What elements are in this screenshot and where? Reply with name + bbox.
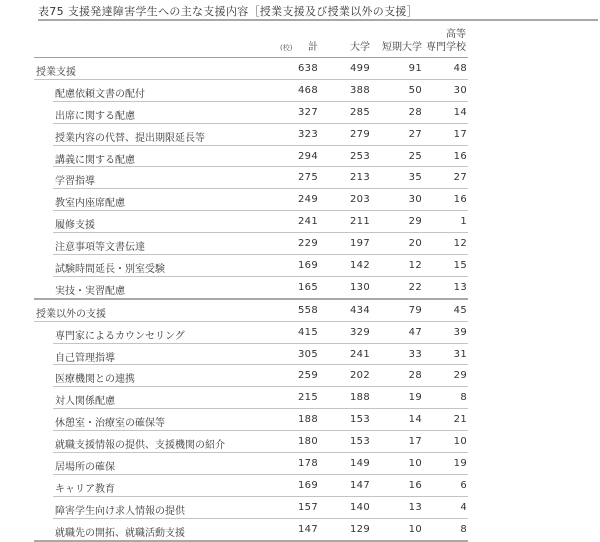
header-technical-college bbox=[404, 28, 466, 54]
cell-value: 20 bbox=[408, 238, 422, 250]
cell-value: 468 bbox=[298, 84, 318, 96]
table-row bbox=[53, 255, 468, 277]
cell-value: 22 bbox=[408, 281, 422, 293]
cell-value: 294 bbox=[298, 150, 318, 162]
table-row bbox=[53, 189, 468, 211]
cell-value: 29 bbox=[408, 216, 422, 228]
cell-value: 388 bbox=[350, 84, 370, 96]
unit-label: (校) bbox=[280, 44, 293, 52]
cell-value: 13 bbox=[408, 501, 422, 513]
cell-value: 188 bbox=[298, 414, 318, 426]
cell-value: 10 bbox=[408, 458, 422, 470]
row-label: 教室内座席配慮 bbox=[55, 198, 125, 210]
row-label: 履修支援 bbox=[55, 220, 95, 232]
table-row bbox=[53, 80, 468, 102]
cell-value: 188 bbox=[350, 392, 370, 404]
cell-value: 147 bbox=[350, 479, 370, 491]
cell-value: 50 bbox=[408, 84, 422, 96]
row-label: 授業内容の代替、提出期限延長等 bbox=[55, 132, 205, 144]
cell-value: 211 bbox=[350, 216, 370, 228]
cell-value: 215 bbox=[298, 392, 318, 404]
cell-value: 45 bbox=[453, 304, 467, 316]
cell-value: 180 bbox=[298, 436, 318, 448]
group-row bbox=[34, 300, 468, 322]
row-label: 講義に関する配慮 bbox=[55, 154, 135, 166]
cell-value: 241 bbox=[298, 216, 318, 228]
cell-value: 129 bbox=[350, 523, 370, 535]
header-total: 計 bbox=[308, 42, 318, 53]
table-row bbox=[53, 453, 468, 475]
group-label: 授業以外の支援 bbox=[36, 308, 106, 320]
cell-value: 165 bbox=[298, 281, 318, 293]
table-row bbox=[34, 519, 468, 542]
cell-value: 249 bbox=[298, 194, 318, 206]
cell-value: 323 bbox=[298, 128, 318, 140]
cell-value: 16 bbox=[453, 150, 467, 162]
row-label: 就職先の開拓、就職活動支援 bbox=[55, 527, 185, 539]
table-row bbox=[53, 124, 468, 146]
row-label: 居場所の確保 bbox=[55, 462, 115, 474]
cell-value: 13 bbox=[453, 281, 467, 293]
group-row bbox=[34, 58, 468, 80]
cell-value: 1 bbox=[460, 216, 467, 228]
row-label: キャリア教育 bbox=[55, 483, 115, 495]
cell-value: 229 bbox=[298, 238, 318, 250]
row-label: 試験時間延長・別室受験 bbox=[55, 264, 165, 276]
row-label: 出席に関する配慮 bbox=[55, 110, 135, 122]
cell-value: 638 bbox=[298, 63, 318, 74]
header-junior-college: 短期大学 bbox=[382, 42, 422, 53]
cell-value: 16 bbox=[408, 479, 422, 491]
cell-value: 33 bbox=[408, 348, 422, 360]
cell-value: 241 bbox=[350, 348, 370, 360]
cell-value: 31 bbox=[453, 348, 467, 360]
cell-value: 48 bbox=[453, 63, 467, 74]
row-label: 注意事項等文書伝達 bbox=[55, 242, 145, 254]
cell-value: 14 bbox=[453, 106, 467, 118]
cell-value: 558 bbox=[298, 304, 318, 316]
cell-value: 30 bbox=[453, 84, 467, 96]
cell-value: 157 bbox=[298, 501, 318, 513]
cell-value: 259 bbox=[298, 370, 318, 382]
cell-value: 285 bbox=[350, 106, 370, 118]
table-row bbox=[53, 475, 468, 497]
cell-value: 19 bbox=[453, 458, 467, 470]
cell-value: 27 bbox=[453, 172, 467, 184]
row-label: 専門家によるカウンセリング bbox=[55, 330, 185, 342]
header-university: 大学 bbox=[350, 42, 370, 53]
group-label: 授業支援 bbox=[36, 67, 76, 78]
table-row bbox=[53, 233, 468, 255]
cell-value: 35 bbox=[408, 172, 422, 184]
table-row bbox=[53, 497, 468, 519]
cell-value: 197 bbox=[350, 238, 370, 250]
row-label: 医療機関との連携 bbox=[55, 374, 135, 386]
cell-value: 17 bbox=[408, 436, 422, 448]
header-technical-college-line2: 専門学校 bbox=[426, 42, 466, 53]
cell-value: 8 bbox=[460, 392, 467, 404]
cell-value: 169 bbox=[298, 479, 318, 491]
table-row bbox=[53, 365, 468, 387]
cell-value: 275 bbox=[298, 172, 318, 184]
cell-value: 12 bbox=[408, 260, 422, 272]
table-row bbox=[53, 431, 468, 453]
cell-value: 12 bbox=[453, 238, 467, 250]
cell-value: 329 bbox=[350, 326, 370, 338]
row-label: 就職支援情報の提供、支援機関の紹介 bbox=[55, 440, 225, 452]
cell-value: 153 bbox=[350, 436, 370, 448]
cell-value: 415 bbox=[298, 326, 318, 338]
cell-value: 27 bbox=[408, 128, 422, 140]
cell-value: 19 bbox=[408, 392, 422, 404]
cell-value: 8 bbox=[460, 523, 467, 535]
cell-value: 169 bbox=[298, 260, 318, 272]
cell-value: 203 bbox=[350, 194, 370, 206]
table-row bbox=[53, 146, 468, 168]
table-row bbox=[53, 409, 468, 431]
cell-value: 21 bbox=[453, 414, 467, 426]
cell-value: 30 bbox=[408, 194, 422, 206]
table-row bbox=[53, 167, 468, 189]
cell-value: 499 bbox=[350, 63, 370, 74]
cell-value: 25 bbox=[408, 150, 422, 162]
table-body bbox=[34, 58, 468, 542]
cell-value: 153 bbox=[350, 414, 370, 426]
cell-value: 140 bbox=[350, 501, 370, 513]
row-label: 自己管理指導 bbox=[55, 352, 115, 364]
cell-value: 202 bbox=[350, 370, 370, 382]
row-label: 対人関係配慮 bbox=[55, 396, 115, 408]
row-label: 障害学生向け求人情報の提供 bbox=[55, 505, 185, 517]
cell-value: 279 bbox=[350, 128, 370, 140]
cell-value: 434 bbox=[350, 304, 370, 316]
cell-value: 178 bbox=[298, 458, 318, 470]
cell-value: 15 bbox=[453, 260, 467, 272]
table-row bbox=[53, 387, 468, 409]
cell-value: 14 bbox=[408, 414, 422, 426]
table-row bbox=[34, 277, 468, 300]
cell-value: 213 bbox=[350, 172, 370, 184]
table-row bbox=[53, 102, 468, 124]
cell-value: 10 bbox=[453, 436, 467, 448]
header-technical-college-line1: 高等 bbox=[446, 29, 466, 40]
title-rule bbox=[38, 19, 598, 21]
row-label: 配慮依頼文書の配付 bbox=[55, 88, 145, 100]
row-label: 学習指導 bbox=[55, 176, 95, 188]
table-row bbox=[53, 211, 468, 233]
cell-value: 142 bbox=[350, 260, 370, 272]
cell-value: 130 bbox=[350, 281, 370, 293]
table-title: 表75 支援発達障害学生への主な支援内容［授業支援及び授業以外の支援］ bbox=[38, 5, 418, 18]
cell-value: 47 bbox=[408, 326, 422, 338]
cell-value: 79 bbox=[408, 304, 422, 316]
row-label: 実技・実習配慮 bbox=[55, 285, 125, 297]
table-row bbox=[53, 344, 468, 366]
cell-value: 147 bbox=[298, 523, 318, 535]
table-header bbox=[34, 26, 468, 58]
cell-value: 91 bbox=[408, 63, 422, 74]
cell-value: 327 bbox=[298, 106, 318, 118]
cell-value: 10 bbox=[408, 523, 422, 535]
cell-value: 29 bbox=[453, 370, 467, 382]
cell-value: 4 bbox=[460, 501, 467, 513]
cell-value: 6 bbox=[460, 479, 467, 491]
cell-value: 305 bbox=[298, 348, 318, 360]
support-table bbox=[34, 26, 468, 542]
cell-value: 253 bbox=[350, 150, 370, 162]
row-label: 休憩室・治療室の確保等 bbox=[55, 418, 165, 430]
cell-value: 149 bbox=[350, 458, 370, 470]
cell-value: 16 bbox=[453, 194, 467, 206]
cell-value: 28 bbox=[408, 106, 422, 118]
cell-value: 39 bbox=[453, 326, 467, 338]
cell-value: 17 bbox=[453, 128, 467, 140]
table-row bbox=[53, 322, 468, 344]
cell-value: 28 bbox=[408, 370, 422, 382]
